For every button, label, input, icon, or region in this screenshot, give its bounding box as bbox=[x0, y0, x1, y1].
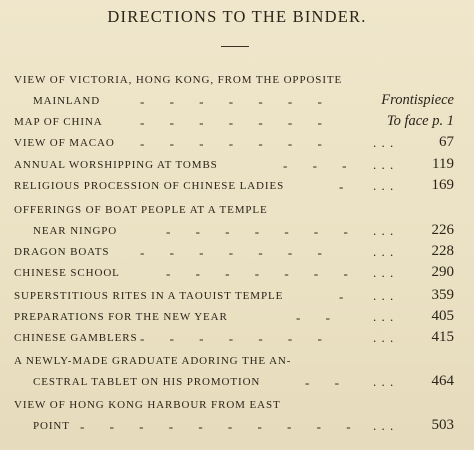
list-item-line1 bbox=[0, 201, 474, 221]
entry-page: 503 bbox=[431, 417, 454, 433]
entry-label: CESTRAL TABLET ON HIS PROMOTION bbox=[33, 376, 261, 388]
page-title: DIRECTIONS TO THE BINDER. bbox=[107, 7, 367, 26]
list-item bbox=[0, 329, 474, 349]
leader-dots: . . . bbox=[373, 135, 395, 150]
list-item bbox=[0, 222, 474, 242]
leader-dashes: - - - - - - - bbox=[140, 94, 322, 109]
leader-dots: . . . bbox=[373, 374, 395, 389]
entry-label: PREPARATIONS FOR THE NEW YEAR bbox=[14, 311, 228, 323]
leader-dots: . . . bbox=[373, 244, 395, 259]
entry-page: 290 bbox=[431, 264, 454, 280]
entry-label: OFFERINGS OF BOAT PEOPLE AT A TEMPLE bbox=[14, 204, 268, 216]
entry-page: 405 bbox=[431, 308, 454, 324]
leader-dots: . . . bbox=[373, 330, 395, 345]
list-item bbox=[0, 134, 474, 154]
entry-page: 228 bbox=[431, 243, 454, 259]
list-item-line1 bbox=[0, 396, 474, 416]
entry-page: 464 bbox=[431, 373, 454, 389]
list-item bbox=[0, 243, 474, 263]
entry-page: 415 bbox=[431, 329, 454, 345]
entry-page: 169 bbox=[431, 177, 454, 193]
leader-dashes: - - - - - - - bbox=[140, 331, 322, 346]
list-item bbox=[0, 308, 474, 328]
leader-dashes: - bbox=[339, 289, 344, 304]
entry-label: ANNUAL WORSHIPPING AT TOMBS bbox=[14, 159, 218, 171]
leader-dots: . . . bbox=[373, 418, 395, 433]
leader-dots: . . . bbox=[373, 223, 395, 238]
leader-dashes: - - bbox=[305, 375, 339, 390]
leader-dots: . . . bbox=[373, 288, 395, 303]
entry-page: 67 bbox=[439, 134, 454, 150]
list-item bbox=[0, 264, 474, 284]
leader-dashes: - - - - - - - bbox=[140, 115, 322, 130]
entry-page: To face p. 1 bbox=[386, 113, 454, 129]
leader-dots: . . . bbox=[373, 157, 395, 172]
leader-dashes: - - - - - - - bbox=[140, 136, 322, 151]
entry-page: 359 bbox=[431, 287, 454, 303]
entry-label: A NEWLY-MADE GRADUATE ADORING THE AN- bbox=[14, 355, 292, 367]
leader-dashes: - - - - - - - bbox=[140, 245, 322, 260]
list-item bbox=[0, 177, 474, 197]
leader-dashes: - - - - - - - bbox=[166, 266, 348, 281]
leader-dashes: - - - bbox=[283, 158, 347, 173]
entry-page: Frontispiece bbox=[381, 92, 454, 108]
list-item-line1 bbox=[0, 352, 474, 372]
entry-label: VIEW OF HONG KONG HARBOUR FROM EAST bbox=[14, 399, 281, 411]
entry-page: 119 bbox=[432, 156, 454, 172]
entry-label: CHINESE SCHOOL bbox=[14, 267, 120, 279]
list-item-line1 bbox=[0, 71, 474, 91]
leader-dashes: - - bbox=[296, 310, 330, 325]
entry-label: POINT bbox=[33, 420, 70, 432]
leader-dashes: - - - - - - - - - - bbox=[80, 419, 351, 434]
entry-label: MAP OF CHINA bbox=[14, 116, 103, 128]
entry-label: VIEW OF VICTORIA, HONG KONG, FROM THE OPPOSITE bbox=[14, 74, 343, 86]
leader-dashes: - - - - - - - bbox=[166, 224, 348, 239]
list-item bbox=[0, 417, 474, 437]
leader-dashes: - bbox=[339, 179, 344, 194]
entry-page: 226 bbox=[431, 222, 454, 238]
entry-label: VIEW OF MACAO bbox=[14, 137, 115, 149]
title-rule bbox=[221, 46, 249, 47]
leader-dots: . . . bbox=[373, 265, 395, 280]
list-item bbox=[0, 287, 474, 307]
list-item bbox=[0, 156, 474, 176]
leader-dots: . . . bbox=[373, 178, 395, 193]
list-item bbox=[0, 113, 474, 133]
entry-label: DRAGON BOATS bbox=[14, 246, 110, 258]
entry-label: NEAR NINGPO bbox=[33, 225, 118, 237]
leader-dots: . . . bbox=[373, 309, 395, 324]
list-item bbox=[0, 373, 474, 393]
entry-label: CHINESE GAMBLERS bbox=[14, 332, 138, 344]
entry-label: MAINLAND bbox=[33, 95, 101, 107]
list-item bbox=[0, 92, 474, 112]
entry-label: RELIGIOUS PROCESSION OF CHINESE LADIES bbox=[14, 180, 285, 192]
entry-label: SUPERSTITIOUS RITES IN A TAOUIST TEMPLE bbox=[14, 290, 284, 302]
